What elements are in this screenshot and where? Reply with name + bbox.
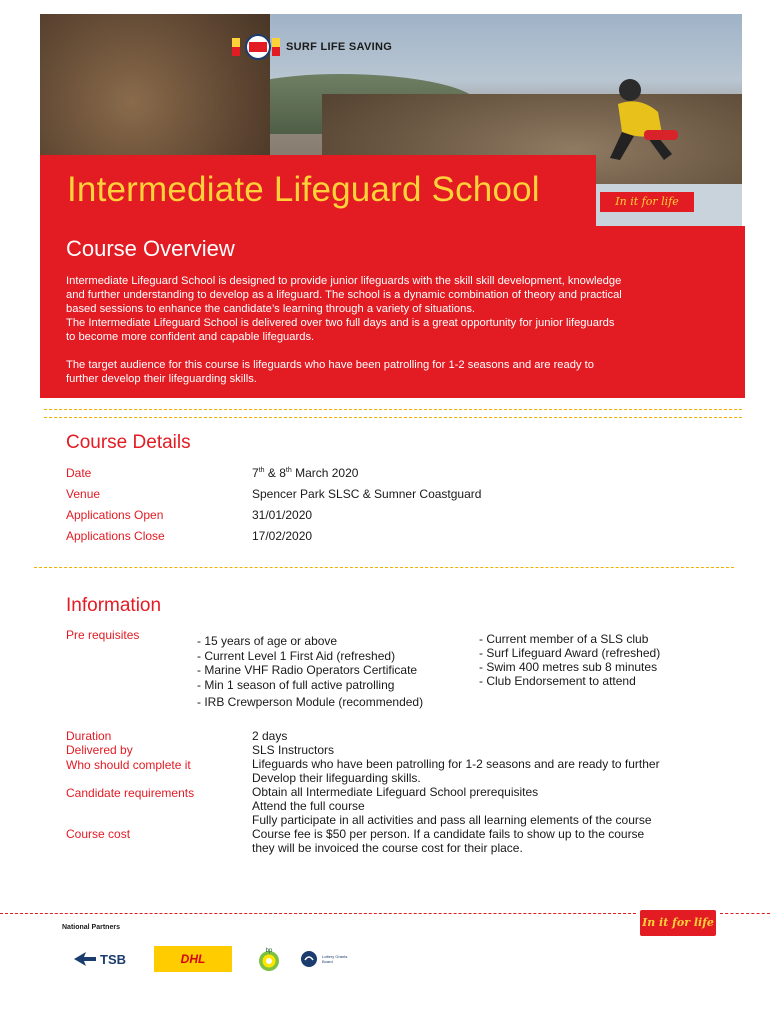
overview-line: The Intermediate Lifeguard School is delivered over two full days and is a great opportunity for junior lifeguards — [66, 317, 615, 329]
list-item: - Min 1 season of full active patrolling — [197, 677, 395, 692]
who-line: Lifeguards who have been patrolling for 1-2 seasons and are ready to further — [252, 757, 660, 771]
list-item: - Club Endorsement to attend — [479, 674, 636, 688]
course-overview-section — [40, 226, 745, 398]
tsb-arrow-icon — [74, 952, 96, 966]
list-item: - Current member of a SLS club — [479, 632, 649, 646]
duration-label: Duration — [66, 729, 112, 743]
information-values — [252, 729, 712, 855]
overview-text — [66, 274, 726, 386]
dhl-logo: DHL — [154, 946, 232, 972]
overview-line: and further understanding to develop as a lifeguard. The school is a dynamic combination of theory and practical — [66, 289, 622, 301]
overview-heading: Course Overview — [66, 236, 235, 261]
overview-line: to become more confident and capable lifeguards. — [66, 331, 315, 343]
duration-value: 2 days — [252, 729, 288, 743]
prerequisites-list-left — [197, 634, 423, 710]
overview-line: based sessions to enhance the candidate’s learning through a variety of situations. — [66, 303, 476, 315]
bp-logo — [256, 946, 282, 972]
candidate-line: Attend the full course — [252, 799, 365, 813]
overview-line: Intermediate Lifeguard School is designed to provide junior lifeguards with the skill skill development, knowledge — [66, 275, 622, 287]
who-line: Develop their lifeguarding skills. — [252, 771, 421, 785]
overview-line: further develop their lifeguarding skills. — [66, 373, 257, 385]
course-details-heading: Course Details — [66, 432, 191, 453]
list-item: - Swim 400 metres sub 8 minutes — [479, 660, 658, 674]
sls-flag-icon — [232, 34, 280, 60]
divider — [44, 409, 742, 410]
applications-open-label: Applications Open — [66, 508, 164, 522]
venue-value: Spencer Park SLSC & Sumner Coastguard — [252, 487, 482, 501]
svg-text:bp: bp — [265, 948, 273, 954]
date-value: 7th & 8th March 2020 — [252, 466, 359, 480]
applications-close-value: 17/02/2020 — [252, 529, 313, 543]
footer-divider — [720, 913, 770, 914]
list-item: - Marine VHF Radio Operators Certificate — [197, 663, 418, 677]
list-item: - 15 years of age or above — [197, 634, 338, 648]
footer-tagline-badge: In it for life — [640, 910, 716, 936]
list-item: - IRB Crewperson Module (recommended) — [197, 695, 424, 709]
lottery-circle-icon — [300, 950, 318, 968]
candidate-requirements-label: Candidate requirements — [66, 786, 195, 800]
list-item: - Current Level 1 First Aid (refreshed) — [197, 648, 396, 663]
divider — [34, 567, 734, 568]
delivered-by-value: SLS Instructors — [252, 743, 335, 757]
applications-close-label: Applications Close — [66, 529, 165, 543]
footer-divider — [0, 913, 636, 914]
page-title: Intermediate Lifeguard School — [67, 170, 540, 209]
course-cost-label: Course cost — [66, 827, 131, 841]
delivered-by-label: Delivered by — [66, 743, 133, 757]
divider — [44, 417, 742, 418]
applications-open-value: 31/01/2020 — [252, 508, 313, 522]
prerequisites-label: Pre requisites — [66, 628, 140, 642]
bp-helios-icon — [256, 946, 282, 972]
prerequisites-list-right — [479, 632, 660, 688]
date-label: Date — [66, 466, 92, 480]
tagline-badge: In it for life — [600, 192, 694, 212]
surf-life-saving-logo — [232, 34, 392, 60]
tsb-logo: TSB — [74, 946, 126, 972]
cost-line: they will be invoiced the course cost for their place. — [252, 841, 523, 855]
venue-label: Venue — [66, 487, 101, 501]
lifeguard-figure — [600, 74, 680, 164]
list-item: - Surf Lifeguard Award (refreshed) — [479, 646, 661, 660]
candidate-line: Obtain all Intermediate Lifeguard School prerequisites — [252, 785, 539, 799]
cost-line: Course fee is $50 per person. If a candidate fails to show up to the course — [252, 827, 645, 841]
who-should-complete-label: Who should complete it — [66, 758, 191, 772]
overview-line: The target audience for this course is lifeguards who have been patrolling for 1-2 seasons and are ready to — [66, 359, 594, 371]
candidate-line: Fully participate in all activities and pass all learning elements of the course — [252, 813, 652, 827]
logo-text: SURF LIFE SAVING — [286, 41, 393, 53]
information-heading: Information — [66, 595, 162, 616]
national-partners-label: National Partners — [62, 924, 120, 931]
lottery-grants-board-logo: Lottery Grants Board — [300, 946, 356, 972]
